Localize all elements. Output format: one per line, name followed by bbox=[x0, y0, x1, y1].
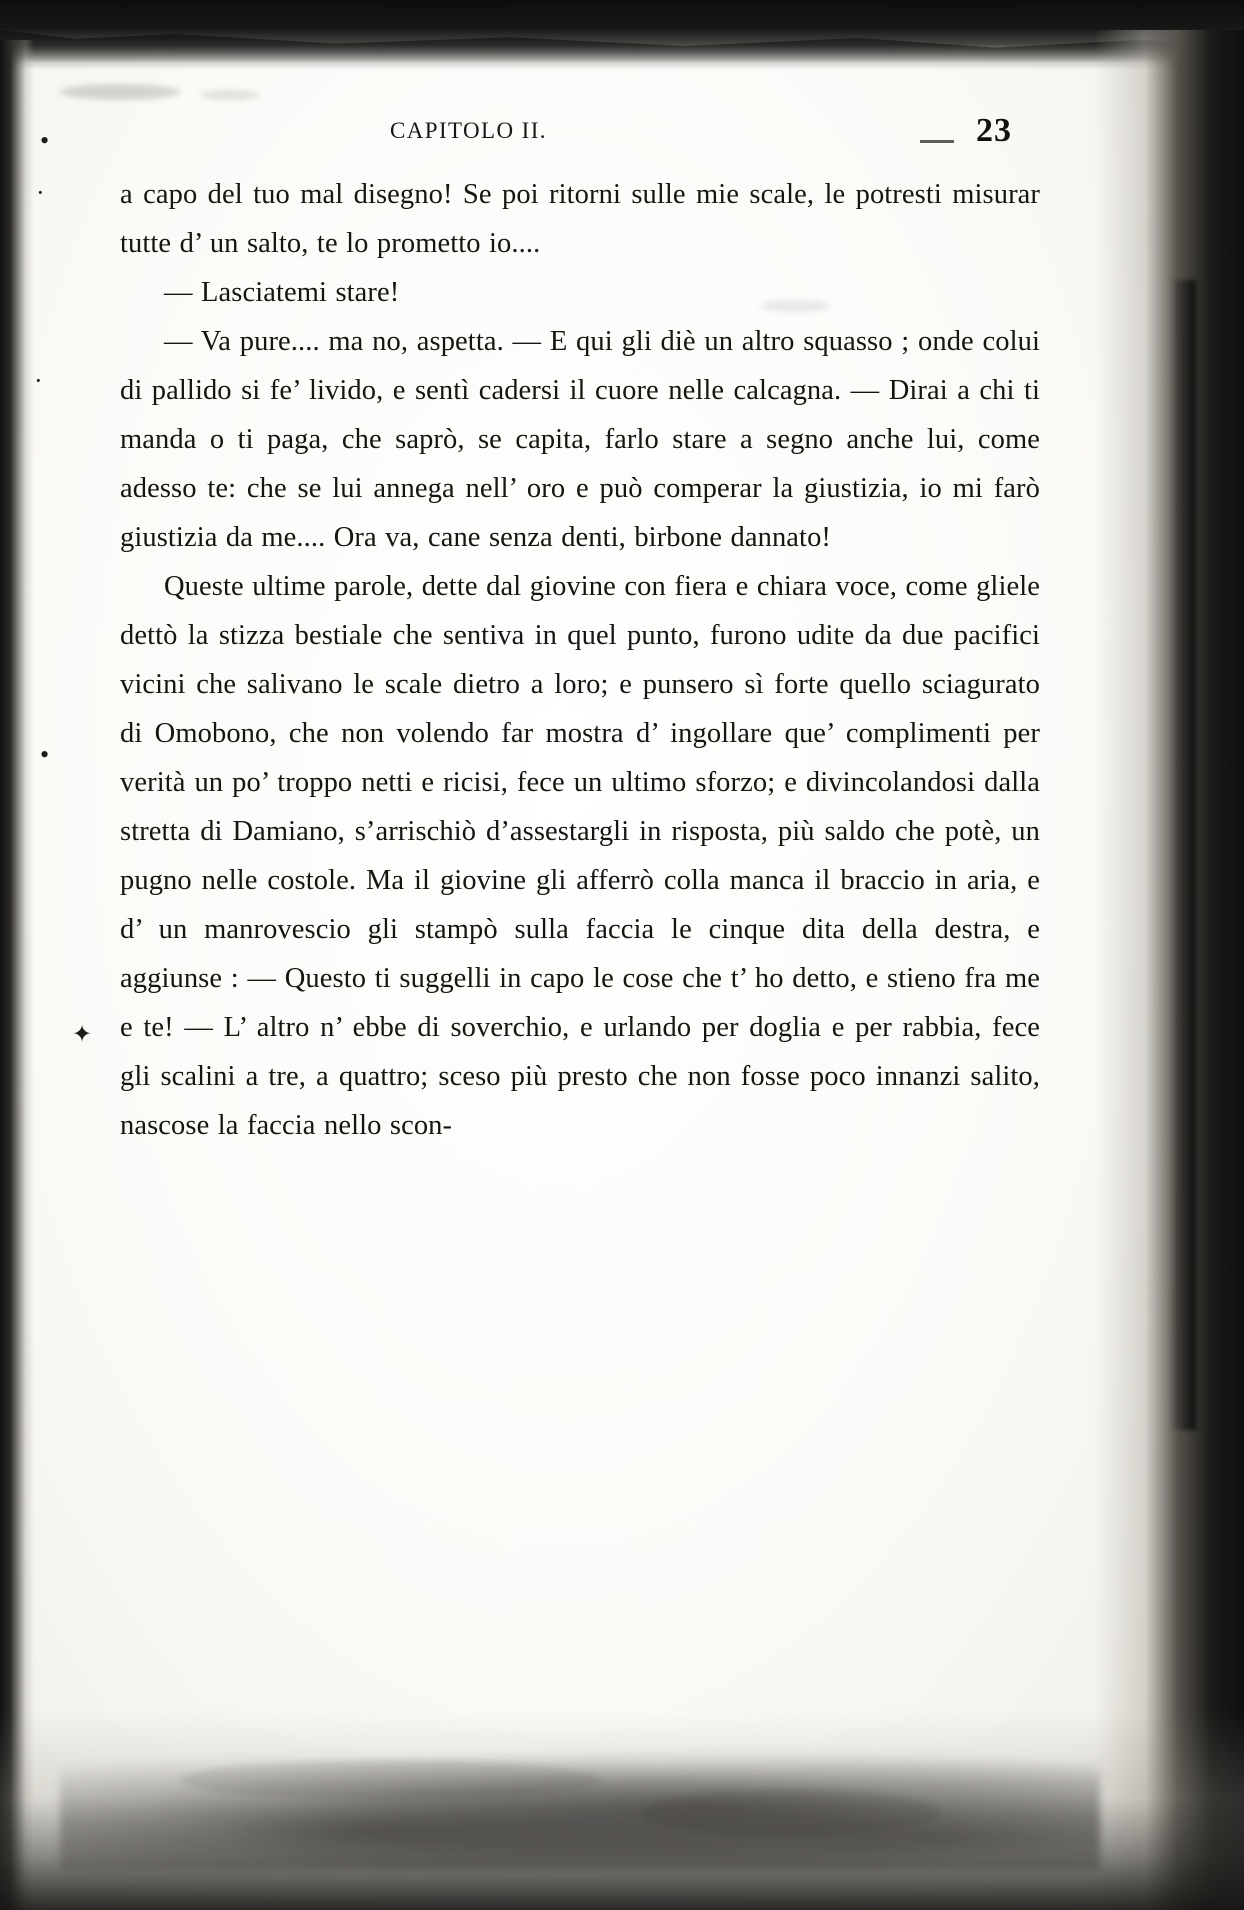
scan-smudge bbox=[640, 1790, 940, 1836]
paragraph-narrative: Queste ultime parole, dette dal giovine con fiera e chiara voce, come gliele dettò la stizza bestiale che sentiva in quel punto, furono udite da due pacifici vicini che salivano le scale dietro a loro; e punsero sì forte quello sciagurato di Omobono, che non volendo far mostra d’ ingollare que’ complimenti per verità un po’ troppo netti e ricisi, fece un ultimo sforzo; e divincolandosi dalla stretta di Damiano, s’arrischiò d’assestargli in risposta, più saldo che potè, un pugno nelle costole. Ma il giovine gli afferrò colla manca il braccio in aria, e d’ un manrovescio gli stampò sulla faccia le cinque dita della destra, e aggiunse : — Questo ti suggelli in capo le cose che t’ ho detto, e stieno fra me e te! — L’ altro n’ ebbe di soverchio, e urlando per doglia e per rabbia, fece gli scalini a tre, a quattro; sceso più presto che non fosse poco innanzi salito, nascose la faccia nello scon- bbox=[120, 571, 1040, 1141]
scan-edge-bottom bbox=[0, 1710, 1244, 1910]
margin-mark: • bbox=[40, 126, 50, 155]
scan-smudge bbox=[60, 84, 180, 100]
scan-smudge bbox=[180, 1760, 600, 1800]
paragraph-dialogue-1: — Lasciatemi stare! bbox=[164, 277, 400, 308]
page-number: 23 bbox=[976, 112, 1012, 149]
margin-mark: • bbox=[40, 740, 50, 769]
folio-rule bbox=[920, 140, 954, 143]
margin-mark: · bbox=[34, 366, 43, 395]
page-content bbox=[120, 112, 1040, 1150]
scan-edge-top bbox=[0, 0, 1244, 62]
margin-mark: · bbox=[36, 178, 45, 207]
scan-smudge bbox=[200, 90, 260, 100]
scan-edge-left bbox=[0, 40, 34, 1910]
page-header bbox=[120, 112, 1040, 162]
scan-edge-right bbox=[1094, 30, 1244, 1910]
paragraph-continued: a capo del tuo mal disegno! Se poi ritorni sulle mie scale, le potresti misurar tutte d’ un salto, te lo prometto io.... bbox=[120, 179, 1040, 259]
margin-mark: ✦ bbox=[72, 1022, 93, 1048]
paragraph-dialogue-2: — Va pure.... ma no, aspetta. — E qui gli diè un altro squasso ; onde colui di pallido si fe’ livido, e sentì cadersi il cuore nelle calcagna. — Dirai a chi ti manda o ti paga, che saprò, se capita, farlo stare a segno anche lui, come adesso te: che se lui annega nell’ oro e può comperar la giustizia, io mi farò giustizia da me.... Ora va, cane senza denti, birbone dannato! bbox=[120, 326, 1040, 553]
running-head: CAPITOLO II. bbox=[390, 118, 547, 143]
